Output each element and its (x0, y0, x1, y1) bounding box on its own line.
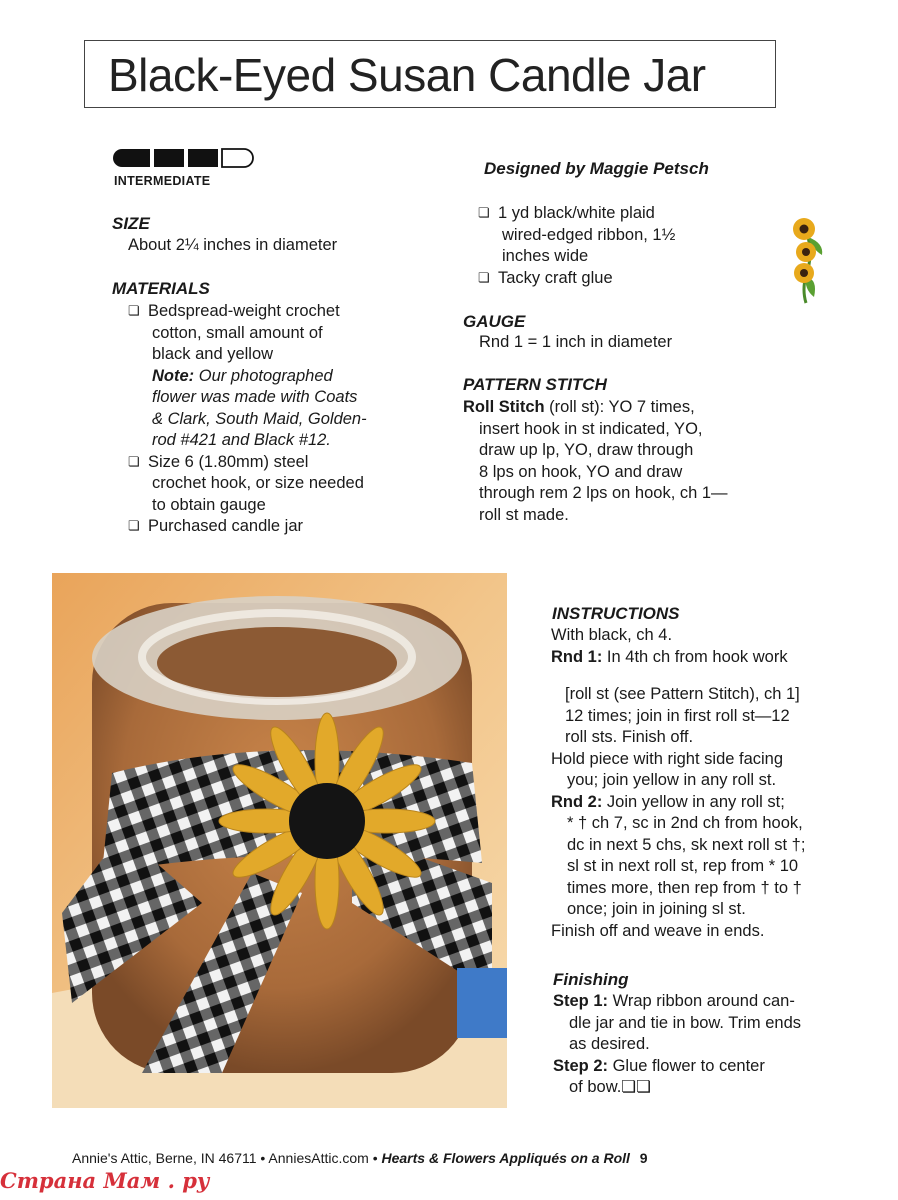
checkbox-icon (478, 204, 498, 222)
checkbox-icon (478, 269, 498, 287)
watermark: Страна Мам . ру (0, 1168, 210, 1193)
text-line: roll st made. (479, 505, 569, 524)
materials-list (128, 301, 428, 538)
candle-jar-photo (52, 573, 507, 1108)
gauge-heading: GAUGE (463, 312, 526, 331)
skill-level-label: INTERMEDIATE (114, 174, 211, 188)
note-line: rod #421 and Black #12. (152, 431, 331, 449)
list-item-continued: inches wide (502, 247, 589, 265)
rnd2-line: Rnd 2: Join yellow in any roll st; (551, 792, 785, 811)
size-heading: SIZE (112, 214, 150, 233)
text-line: [roll st (see Pattern Stitch), ch 1] (565, 685, 800, 703)
step1-line: Step 1: Wrap ribbon around can- (553, 992, 795, 1010)
note-line: & Clark, South Maid, Golden- (152, 409, 367, 428)
list-item-continued: crochet hook, or size needed (152, 474, 364, 492)
text-line: of bow.❏❏ (569, 1078, 651, 1096)
text-line: draw up lp, YO, draw through (479, 441, 694, 459)
list-item: ❏ Tacky craft glue (478, 268, 748, 290)
designer-credit: Designed by Maggie Petsch (484, 159, 709, 178)
pattern-stitch-heading: PATTERN STITCH (463, 375, 607, 394)
list-item-continued: cotton, small amount of (152, 323, 323, 342)
page-number: 9 (639, 1150, 648, 1166)
gauge-text: Rnd 1 = 1 inch in diameter (479, 333, 673, 351)
list-item: ❏ Bedspread-weight crochet (128, 301, 428, 323)
checkbox-icon (128, 302, 148, 320)
text-line: through rem 2 lps on hook, ch 1— (479, 484, 728, 502)
sunflower-decoration-icon (784, 215, 832, 307)
text-line: roll sts. Finish off. (565, 728, 694, 746)
instructions-text (551, 625, 861, 942)
text-line: Finish off and weave in ends. (551, 921, 765, 940)
footer-publisher: Annie's Attic, Berne, IN 46711 • AnniesAttic.com • (72, 1150, 382, 1166)
list-item: ❏ 1 yd black/white plaid (478, 203, 748, 225)
text-line: Hold piece with right side facing (551, 749, 784, 768)
text-line: sl st in next roll st, rep from * 10 (567, 857, 799, 875)
note-line: flower was made with Coats (152, 388, 358, 406)
checkbox-icon (128, 453, 148, 471)
text-line: dc in next 5 chs, sk next roll st †; (567, 835, 806, 854)
list-item-continued: to obtain gauge (152, 495, 266, 514)
materials-note: Note: Our photographed (152, 366, 333, 385)
rnd1-line: Rnd 1: In 4th ch from hook work (551, 647, 788, 666)
text-line: once; join in joining sl st. (567, 900, 746, 918)
footer-book-title: Hearts & Flowers Appliqués on a Roll (381, 1150, 630, 1166)
text-line: 8 lps on hook, YO and draw (479, 462, 683, 481)
text-line: * † ch 7, sc in 2nd ch from hook, (567, 814, 803, 832)
page-title: Black-Eyed Susan Candle Jar (108, 49, 706, 101)
pattern-stitch-text: Roll Stitch (roll st): YO 7 times, insert hook in st indicated, YO, draw up lp, YO, draw through 8 lps on hook, YO and draw through rem 2 lps on hook, ch 1— roll st made. (463, 397, 763, 526)
text-line: as desired. (569, 1035, 650, 1053)
text-line: With black, ch 4. (551, 626, 673, 644)
materials-list-continued (478, 203, 748, 289)
step2-line: Step 2: Glue flower to center (553, 1056, 765, 1075)
list-item: ❏ Size 6 (1.80mm) steel (128, 452, 428, 474)
text-line: dle jar and tie in bow. Trim ends (569, 1013, 802, 1032)
skill-level-icon (112, 148, 257, 168)
checkbox-icon (128, 517, 148, 535)
text-line: you; join yellow in any roll st. (567, 771, 777, 789)
list-item-continued: wired-edged ribbon, 1½ (502, 225, 676, 244)
finishing-heading: Finishing (553, 970, 629, 989)
list-item-continued: black and yellow (152, 345, 274, 363)
materials-heading: MATERIALS (112, 279, 210, 298)
list-item: ❏ Purchased candle jar (128, 516, 428, 538)
text-line: insert hook in st indicated, YO, (479, 419, 703, 438)
size-text: About 2¼ inches in diameter (128, 236, 338, 254)
page-footer (72, 1150, 648, 1166)
text-line: 12 times; join in first roll st—12 (565, 706, 790, 725)
instructions-heading: INSTRUCTIONS (552, 604, 680, 623)
finishing-text (553, 991, 853, 1099)
text-line: times more, then rep from † to † (567, 878, 802, 897)
